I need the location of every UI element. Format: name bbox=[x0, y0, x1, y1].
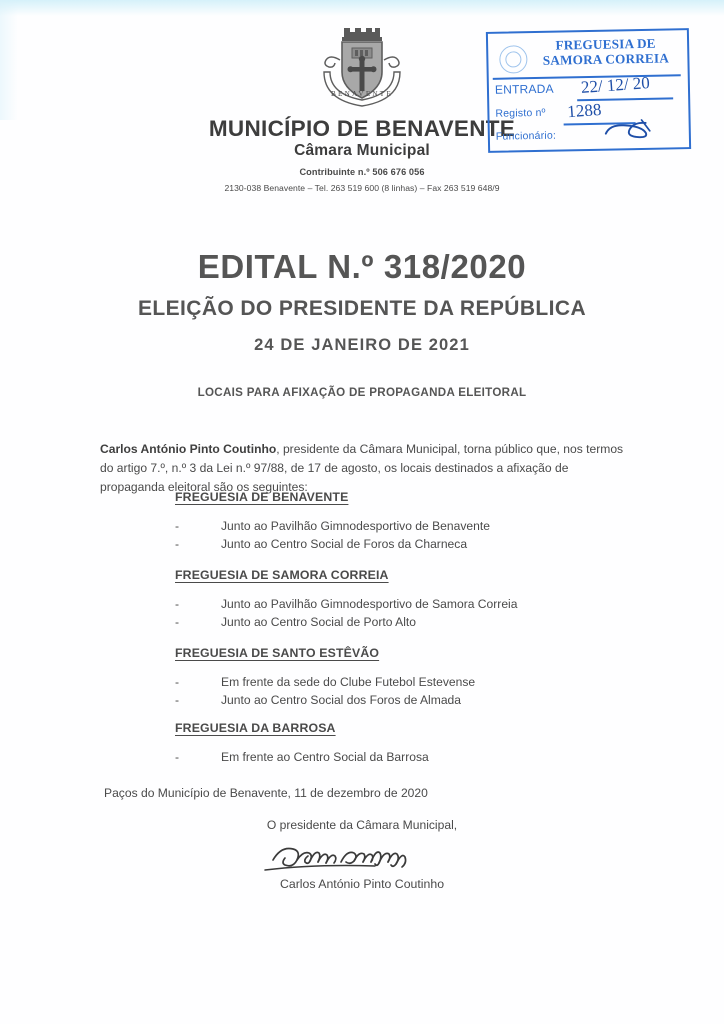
stamp-funcionario-label: Funcionário: bbox=[495, 129, 557, 143]
bullet-dash: - bbox=[175, 597, 180, 611]
bullet-dash: - bbox=[175, 693, 180, 708]
organization-name: MUNICÍPIO DE BENAVENTE bbox=[208, 116, 516, 141]
circular-seal-icon bbox=[499, 45, 528, 74]
list-item bbox=[175, 673, 475, 691]
stamp-title-line1: FREGUESIA DE bbox=[555, 35, 656, 53]
signer-printed-name: Carlos António Pinto Coutinho bbox=[279, 877, 445, 891]
body-paragraph bbox=[100, 440, 625, 496]
stamp-registo-number: 1288 bbox=[566, 99, 602, 122]
bullet-dash: - bbox=[175, 615, 180, 630]
closing-role: O presidente da Câmara Municipal, bbox=[266, 818, 458, 832]
list-item-text: Em frente ao Centro Social da Barrosa bbox=[221, 750, 429, 764]
list-item bbox=[175, 613, 517, 631]
election-title: ELEIÇÃO DO PRESIDENTE DA REPÚBLICA bbox=[137, 297, 587, 320]
bullet-dash: - bbox=[175, 537, 180, 552]
list-item-text: Junto ao Pavilhão Gimnodesportivo de Samora Correia bbox=[221, 597, 518, 611]
closing-place-and-date: Paços do Município de Benavente, 11 de dezembro de 2020 bbox=[104, 786, 428, 800]
list-item bbox=[175, 748, 429, 766]
entry-stamp bbox=[486, 28, 691, 153]
organization-department: Câmara Municipal bbox=[294, 142, 430, 160]
election-date: 24 DE JANEIRO DE 2021 bbox=[254, 336, 470, 354]
list-item-text: Junto ao Centro Social de Foros da Charneca bbox=[221, 537, 468, 552]
section-item-list bbox=[175, 748, 429, 766]
stamp-title bbox=[528, 35, 684, 69]
list-item-text: Em frente da sede do Clube Futebol Estevense bbox=[221, 675, 476, 689]
list-item bbox=[175, 595, 517, 613]
list-item bbox=[175, 691, 475, 709]
handwritten-signature-icon bbox=[255, 840, 455, 882]
organization-tax-id: Contribuinte n.º 506 676 056 bbox=[299, 167, 425, 178]
stamp-registo-label: Registo nº bbox=[495, 106, 546, 120]
stamp-title-line2: SAMORA CORREIA bbox=[542, 50, 670, 69]
stamp-officer-initial-signature bbox=[602, 117, 664, 144]
section-freguesia-benavente bbox=[175, 490, 490, 554]
stamp-entrada-label: ENTRADA bbox=[494, 81, 554, 97]
bullet-dash: - bbox=[175, 519, 180, 533]
document-subject: LOCAIS PARA AFIXAÇÃO DE PROPAGANDA ELEITORAL bbox=[197, 386, 527, 399]
section-item-list bbox=[175, 673, 475, 710]
section-item-list bbox=[175, 595, 517, 632]
scan-edge-tint-top bbox=[0, 0, 724, 16]
bullet-dash: - bbox=[175, 675, 180, 689]
body-paragraph-text: , presidente da Câmara Municipal, torna público que, nos termos do artigo 7.º, n.º 3 da Lei n.º 97/88, de 17 de agosto, os locais destinados a afixação de propaganda eleitoral são os seguintes: bbox=[100, 442, 624, 494]
list-item-text: Junto ao Centro Social de Porto Alto bbox=[221, 615, 416, 630]
stamp-entrada-date: 22/ 12/ 20 bbox=[580, 73, 651, 97]
list-item-text: Junto ao Centro Social dos Foros de Almada bbox=[221, 693, 461, 708]
svg-text:BENAVENTE: BENAVENTE bbox=[331, 90, 393, 98]
page-title: EDITAL N.º 318/2020 bbox=[197, 248, 527, 285]
section-freguesia-barrosa bbox=[175, 721, 429, 766]
list-item-text: Junto ao Pavilhão Gimnodesportivo de Benavente bbox=[221, 519, 490, 533]
list-item bbox=[175, 517, 490, 535]
organization-address: 2130-038 Benavente – Tel. 263 519 600 (8 linhas) – Fax 263 519 648/9 bbox=[224, 183, 500, 194]
section-freguesia-santo-estevao bbox=[175, 646, 475, 710]
section-heading: FREGUESIA DE SAMORA CORREIA bbox=[175, 568, 389, 582]
section-heading: FREGUESIA DE BENAVENTE bbox=[175, 490, 349, 504]
body-signer-name: Carlos António Pinto Coutinho bbox=[100, 442, 277, 457]
bullet-dash: - bbox=[175, 750, 180, 764]
section-item-list bbox=[175, 517, 490, 554]
section-freguesia-samora-correia bbox=[175, 568, 517, 632]
list-item bbox=[175, 535, 490, 553]
section-heading: FREGUESIA DE SANTO ESTÊVÃO bbox=[175, 646, 380, 660]
section-heading: FREGUESIA DA BARROSA bbox=[175, 721, 336, 735]
benavente-coat-of-arms-icon bbox=[314, 26, 410, 114]
